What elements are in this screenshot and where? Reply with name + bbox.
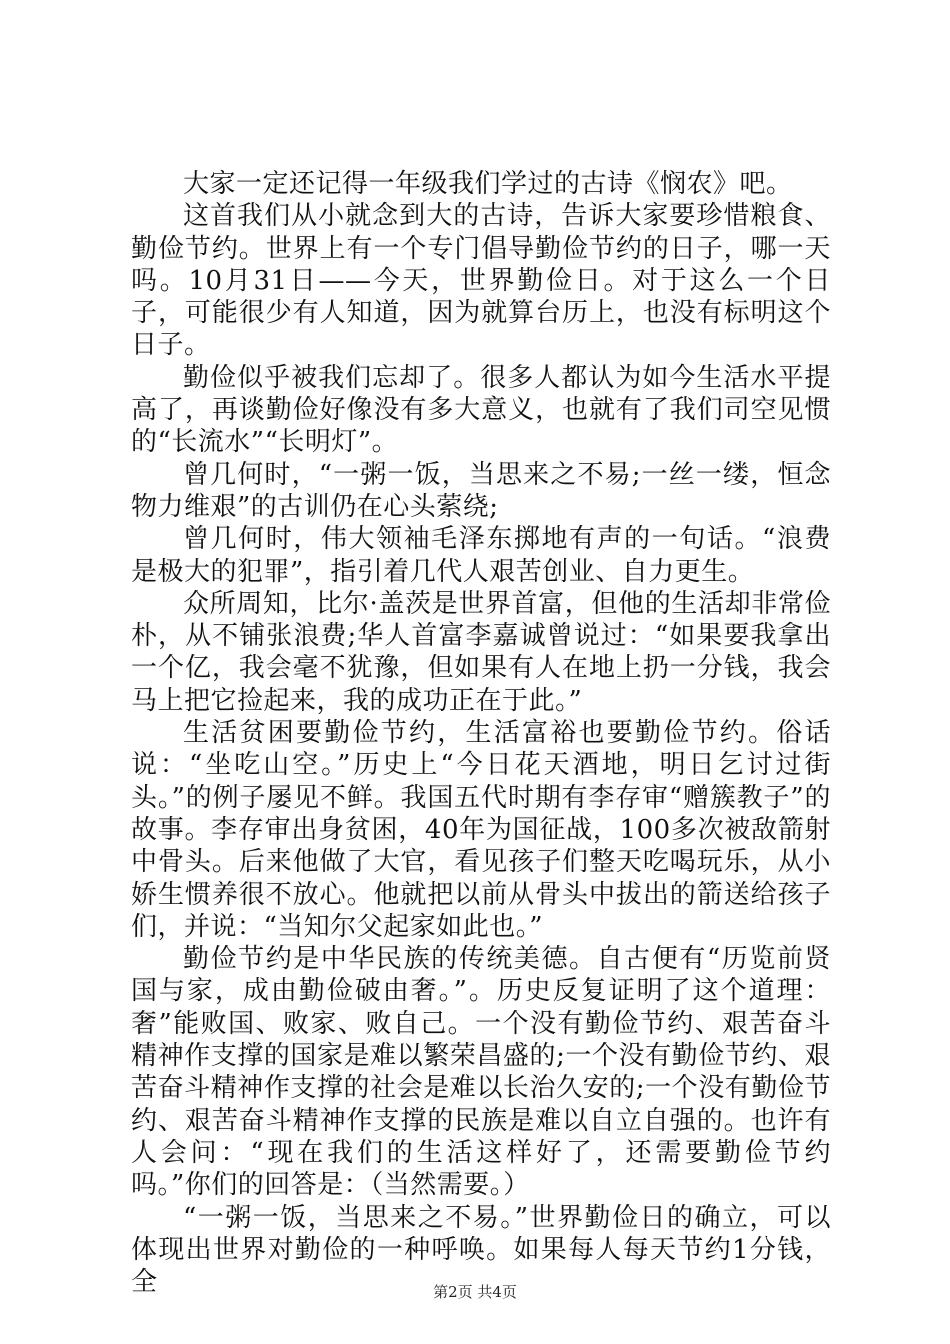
document-body xyxy=(131,168,831,1298)
paragraph: 曾几何时，伟大领袖毛泽东掷地有声的一句话。“浪费是极大的犯罪”，指引着几代人艰苦创业、自力更生。 xyxy=(131,524,831,587)
page-number-footer: 第2页 共4页 xyxy=(433,1283,517,1301)
paragraph: 勤俭似乎被我们忘却了。很多人都认为如今生活水平提高了，再谈勤俭好像没有多大意义，也就有了我们司空见惯的“长流水”“长明灯”。 xyxy=(131,362,831,458)
paragraph: 勤俭节约是中华民族的传统美德。自古便有“历览前贤国与家，成由勤俭破由奢。”。历史反复证明了这个道理：奢”能败国、败家、败自己。一个没有勤俭节约、艰苦奋斗精神作支撑的国家是难以繁荣昌盛的;一个没有勤俭节约、艰苦奋斗精神作支撑的社会是难以长治久安的;一个没有勤俭节约、艰苦奋斗精神作支撑的民族是难以自立自强的。也许有人会问：“现在我们的生活这样好了，还需要勤俭节约吗。”你们的回答是：（当然需要。） xyxy=(131,944,831,1201)
paragraph: “一粥一饭，当思来之不易。”世界勤俭日的确立，可以体现出世界对勤俭的一种呼唤。如果每人每天节约1分钱，全 xyxy=(131,1202,831,1298)
paragraph: 大家一定还记得一年级我们学过的古诗《悯农》吧。 xyxy=(183,169,793,199)
paragraph: 这首我们从小就念到大的古诗，告诉大家要珍惜粮食、勤俭节约。世界上有一个专门倡导勤俭节约的日子，哪一天吗。10月31日——今天，世界勤俭日。对于这么一个日子，可能很少有人知道，因为就算台历上，也没有标明这个日子。 xyxy=(131,201,831,361)
paragraph: 生活贫困要勤俭节约，生活富裕也要勤俭节约。俗话说：“坐吃山空。”历史上“今日花天酒地，明日乞讨过街头。”的例子屡见不鲜。我国五代时期有李存审“赠簇教子”的故事。李存审出身贫困，40年为国征战，100多次被敌箭射中骨头。后来他做了大官，看见孩子们整天吃喝玩乐，从小娇生惯养很不放心。他就把以前从骨头中拔出的箭送给孩子们，并说：“当知尔父起家如此也。” xyxy=(131,718,831,942)
paragraph: 众所周知，比尔·盖茨是世界首富，但他的生活却非常俭朴，从不铺张浪费;华人首富李嘉诚曾说过：“如果要我拿出一个亿，我会毫不犹豫，但如果有人在地上扔一分钱，我会马上把它捡起来，我的成功正在于此。” xyxy=(131,588,831,716)
paragraph: 曾几何时，“一粥一饭，当思来之不易;一丝一缕，恒念物力维艰”的古训仍在心头萦绕; xyxy=(131,459,831,522)
